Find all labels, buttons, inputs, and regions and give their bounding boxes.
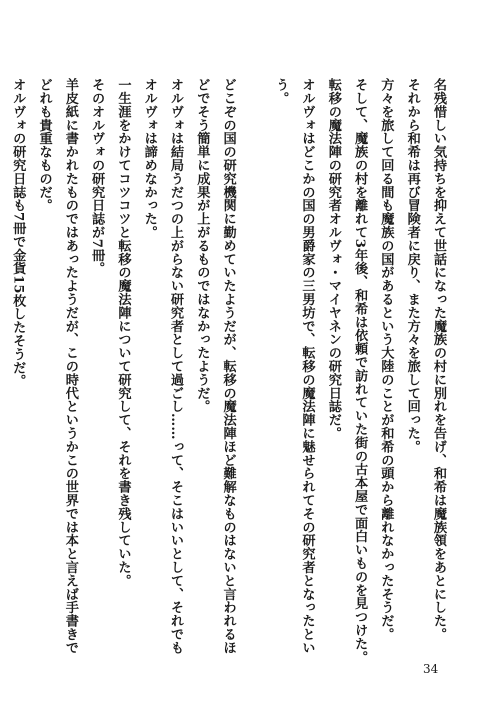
text-line: そして、魔族の村を離れて3年後、和希は依頼で訪れていた街の古本屋で面白いものを見つけた。 (352, 78, 368, 664)
text-line: オルヴォは諦めなかった。 (141, 78, 157, 239)
text-line: オルヴォの研究日誌も7冊で金貨15枚したそうだ。 (10, 78, 26, 388)
text-line: どこぞの国の研究機関に勤めていたようだが、転移の魔法陣ほど難解なものはないと言われるほ (220, 78, 236, 655)
text-line: 方々を旅して回る間も魔族の国があるという大陸のことが和希の頭から離れなかったそうだ。 (378, 78, 394, 641)
text-line: どれも貴重なものだ。 (36, 78, 52, 212)
text-line: どでそう簡単に成果が上がるものではなかったようだ。 (194, 78, 210, 413)
vertical-text-body (0, 78, 451, 664)
text-line (0, 78, 4, 638)
text-line: 一生涯をかけてコツコツと転移の魔法陣について研究して、それを書き残していた。 (115, 78, 131, 588)
text-line: 転移の魔法陣の研究者オルヴォ・マイヤネンの研究日誌だ。 (325, 78, 341, 440)
page-number: 34 (423, 662, 439, 676)
text-line: 羊皮紙に書かれたものではあったようだが、この時代というかこの世界では本と言えば手書きで (62, 78, 78, 655)
text-line: オルヴォは結局うだつの上がらない研究者として過ごし……って、そこはいいとして、それでも (168, 78, 184, 655)
text-line: 名残惜しい気持ちを抑えて世話になった魔族の村に別れを告げ、和希は魔族領をあとにした。 (431, 78, 446, 641)
text-line: オルヴォはどこかの国の男爵家の三男坊で、転移の魔法陣に魅せられてその研究者となったとい (299, 78, 315, 655)
text-line: それから和希は再び冒険者に戻り、また方々を旅して回った。 (404, 78, 420, 454)
text-line: う。 (273, 78, 289, 105)
text-line: そのオルヴォの研究日誌が7冊。 (89, 78, 105, 275)
blank-line (241, 78, 267, 638)
